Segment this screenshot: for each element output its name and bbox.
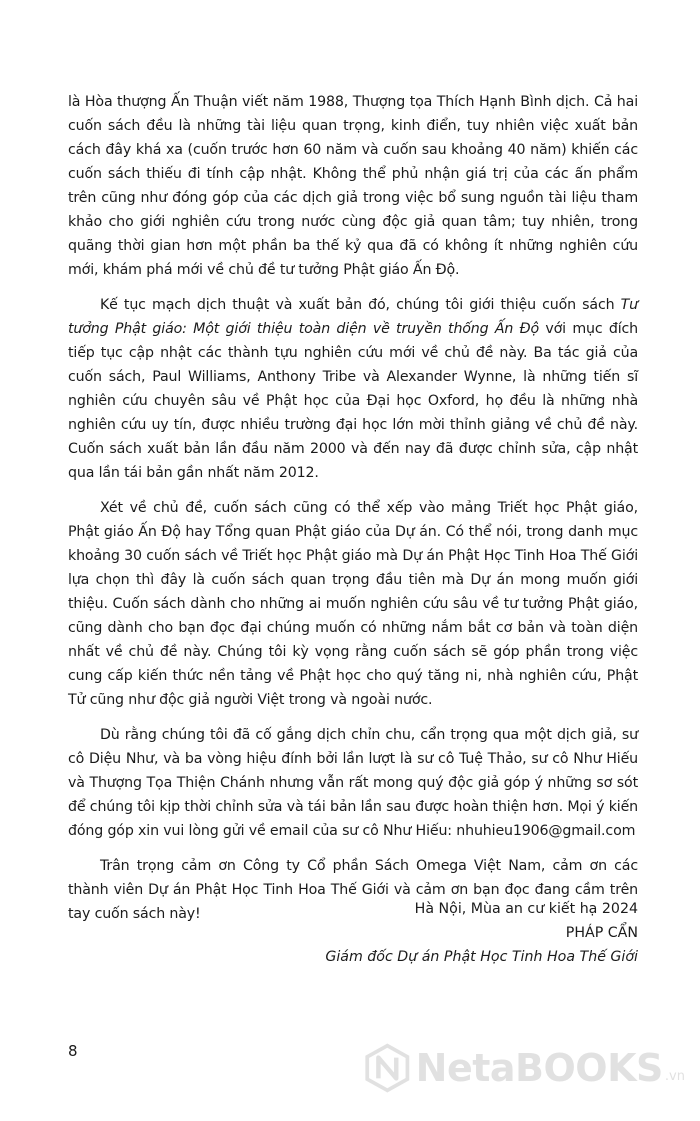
signature-place-date: Hà Nội, Mùa an cư kiết hạ 2024 xyxy=(414,901,638,917)
signature-name: PHÁP CẨN xyxy=(565,925,638,941)
watermark xyxy=(365,1028,685,1108)
paragraph-p4 xyxy=(68,723,638,843)
body-text xyxy=(68,90,638,937)
paragraph-text: với mục đích tiếp tục cập nhật các thành tựu nghiên cứu mới về chủ đề này. Ba tác giả của cuốn sách, Paul Williams, Anthony Tribe và Alexander Wynne, là những tiến sĩ nghiên cứu chuyên sâu về Phật học của Đại học Oxford, họ đều là những nhà nghiên cứu uy tín, được nhiều trường đại học lớn mời thỉnh giảng về chủ đề này. Cuốn sách xuất bản lần đầu năm 2000 và đến nay đã được chỉnh sửa, cập nhật qua lần tái bản gần nhất năm 2012. xyxy=(68,321,639,481)
paragraph-text: là Hòa thượng Ấn Thuận viết năm 1988, Thượng tọa Thích Hạnh Bình dịch. Cả hai cuốn sách đều là những tài liệu quan trọng, kinh điển, tuy nhiên việc xuất bản cách đây khá xa (cuốn trước hơn 60 năm và cuốn sau khoảng 40 năm) khiến các cuốn sách thiếu đi tính cập nhật. Không thể phủ nhận giá trị của các ấn phẩm trên cũng như đóng góp của các dịch giả trong việc bổ sung nguồn tài liệu tham khảo cho giới nghiên cứu trong nước cùng độc giả quan tâm; tuy nhiên, trong quãng thời gian hơn một phần ba thế kỷ qua đã có không ít những nghiên cứu mới, khám phá mới về chủ đề tư tưởng Phật giáo Ấn Độ. xyxy=(68,94,638,278)
paragraph-text: Kế tục mạch dịch thuật và xuất bản đó, chúng tôi giới thiệu cuốn sách xyxy=(100,297,621,313)
paragraph-text: Trân trọng cảm ơn Công ty Cổ phần Sách Omega Việt Nam, cảm ơn các thành viên Dự án Phật Học Tinh Hoa Thế Giới và cảm ơn bạn đọc đang cầm trên tay cuốn sách này! xyxy=(68,858,638,922)
watermark-suffix: .vn xyxy=(664,1068,685,1084)
page-number: 8 xyxy=(68,1042,78,1060)
paragraph-p2 xyxy=(68,293,638,485)
paragraph-p3 xyxy=(68,496,638,712)
italic-text: Tư tưởng Phật giáo: Một giới thiệu toàn diện về truyền thống Ấn Độ xyxy=(68,297,638,337)
paragraph-text: Dù rằng chúng tôi đã cố gắng dịch chỉn chu, cẩn trọng qua một dịch giả, sư cô Diệu Như, và ba vòng hiệu đính bởi lần lượt là sư cô Tuệ Thảo, sư cô Như Hiếu và Thượng Tọa Thiện Chánh nhưng vẫn rất mong quý độc giả góp ý những sơ sót để chúng tôi kịp thời chỉnh sửa và tái bản lần sau được hoàn thiện hơn. Mọi ý kiến đóng góp xin vui lòng gửi về email của sư cô Như Hiếu: nhuhieu1906@gmail.com xyxy=(68,727,638,839)
signature-role: Giám đốc Dự án Phật Học Tinh Hoa Thế Giới xyxy=(325,949,638,965)
watermark-brand: NetaBOOKS xyxy=(415,1046,663,1090)
netabooks-logo-icon xyxy=(365,1036,410,1100)
signature-block xyxy=(325,897,638,969)
paragraph-text: Xét về chủ đề, cuốn sách cũng có thể xếp vào mảng Triết học Phật giáo, Phật giáo Ấn Độ hay Tổng quan Phật giáo của Dự án. Có thể nói, trong danh mục khoảng 30 cuốn sách về Triết học Phật giáo mà Dự án Phật Học Tinh Hoa Thế Giới lựa chọn thì đây là cuốn sách quan trọng đầu tiên mà Dự án mong muốn giới thiệu. Cuốn sách dành cho những ai muốn nghiên cứu sâu về tư tưởng Phật giáo, cũng dành cho bạn đọc đại chúng muốn có những nắm bắt cơ bản và toàn diện nhất về chủ đề này. Chúng tôi kỳ vọng rằng cuốn sách sẽ góp phần trong việc cung cấp kiến thức nền tảng về Phật học cho quý tăng ni, nhà nghiên cứu, Phật Tử cũng như độc giả người Việt trong và ngoài nước. xyxy=(68,500,638,708)
paragraph-p1 xyxy=(68,90,638,282)
